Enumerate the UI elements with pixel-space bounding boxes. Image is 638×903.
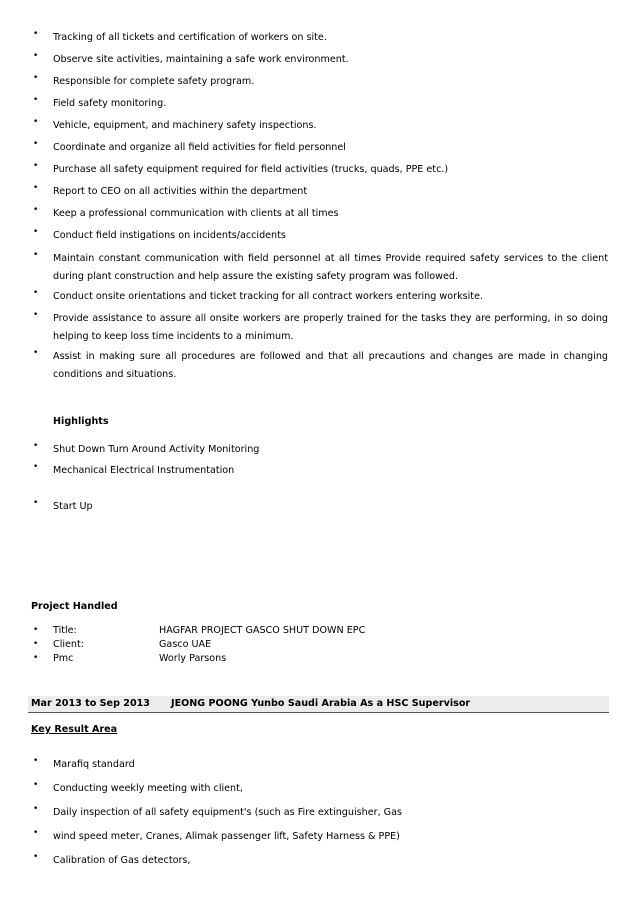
employment-company-role: JEONG POONG Yunbo Saudi Arabia As a HSC Supervisor: [171, 698, 471, 709]
employment-period: Mar 2013 to Sep 2013: [31, 698, 150, 709]
list-item-text: Tracking of all tickets and certification of workers on site.: [53, 32, 327, 43]
bullet-icon: •: [33, 51, 39, 61]
bullet-icon: •: [33, 183, 39, 193]
list-item-text: Daily inspection of all safety equipment's (such as Fire extinguisher, Gas: [53, 807, 402, 818]
bullet-icon: •: [33, 852, 39, 862]
bullet-icon: •: [33, 462, 39, 472]
list-item-text: Purchase all safety equipment required for field activities (trucks, quads, PPE etc.): [53, 164, 449, 175]
project-field-label: Client:: [53, 639, 85, 650]
list-item-text: Responsible for complete safety program.: [53, 76, 255, 87]
bullet-icon: •: [33, 250, 39, 260]
list-item-text: Marafiq standard: [53, 759, 135, 770]
list-item-text: Mechanical Electrical Instrumentation: [53, 465, 235, 476]
bullet-icon: •: [33, 780, 39, 790]
list-item-text: Start Up: [53, 501, 93, 512]
bullet-icon: •: [33, 161, 39, 171]
bullet-icon: •: [33, 95, 39, 105]
list-item-text: Observe site activities, maintaining a safe work environment.: [53, 54, 349, 65]
list-item-text: Calibration of Gas detectors,: [53, 855, 191, 866]
list-item-text: Keep a professional communication with clients at all times: [53, 208, 339, 219]
project-field-value: Worly Parsons: [159, 653, 227, 664]
list-item-text: Conduct onsite orientations and ticket tracking for all contract workers entering worksite.: [53, 291, 484, 302]
bullet-icon: •: [33, 625, 39, 635]
bullet-icon: •: [33, 139, 39, 149]
bullet-icon: •: [33, 804, 39, 814]
list-item-text: Provide assistance to assure all onsite workers are properly trained for the tasks they are performing, in so doing helping to keep loss time incidents to a minimum.: [53, 313, 608, 342]
list-item-text: Maintain constant communication with field personnel at all times Provide required safety services to the client during plant construction and help assure the existing safety program was followed.: [53, 253, 608, 282]
highlights-heading: Highlights: [53, 416, 109, 427]
list-item-text: Field safety monitoring.: [53, 98, 167, 109]
list-item-text: Coordinate and organize all field activities for field personnel: [53, 142, 346, 153]
bullet-icon: •: [33, 310, 39, 320]
bullet-icon: •: [33, 639, 39, 649]
bullet-icon: •: [33, 29, 39, 39]
bullet-icon: •: [33, 227, 39, 237]
list-item-text: Report to CEO on all activities within the department: [53, 186, 308, 197]
project-field-label: Pmc: [53, 653, 74, 664]
employment-header: [28, 696, 609, 713]
project-field-value: Gasco UAE: [159, 639, 212, 650]
bullet-icon: •: [33, 288, 39, 298]
list-item-text: Conduct field instigations on incidents/accidents: [53, 230, 286, 241]
bullet-icon: •: [33, 756, 39, 766]
list-item-text: Vehicle, equipment, and machinery safety inspections.: [53, 120, 317, 131]
bullet-icon: •: [33, 441, 39, 451]
bullet-icon: •: [33, 73, 39, 83]
project-field-value: HAGFAR PROJECT GASCO SHUT DOWN EPC: [159, 625, 366, 636]
list-item-text: wind speed meter, Cranes, Alimak passenger lift, Safety Harness & PPE): [53, 831, 400, 842]
bullet-icon: •: [33, 828, 39, 838]
bullet-icon: •: [33, 117, 39, 127]
list-item-text: Conducting weekly meeting with client,: [53, 783, 243, 794]
project-heading: Project Handled: [31, 601, 118, 612]
bullet-icon: •: [33, 653, 39, 663]
list-item-text: Assist in making sure all procedures are followed and that all precautions and changes are made in changing conditions and situations.: [53, 351, 608, 380]
bullet-icon: •: [33, 348, 39, 358]
bullet-icon: •: [33, 498, 39, 508]
list-item-text: Shut Down Turn Around Activity Monitoring: [53, 444, 260, 455]
project-field-label: Title:: [53, 625, 77, 636]
kra-heading: Key Result Area: [31, 724, 118, 735]
bullet-icon: •: [33, 205, 39, 215]
